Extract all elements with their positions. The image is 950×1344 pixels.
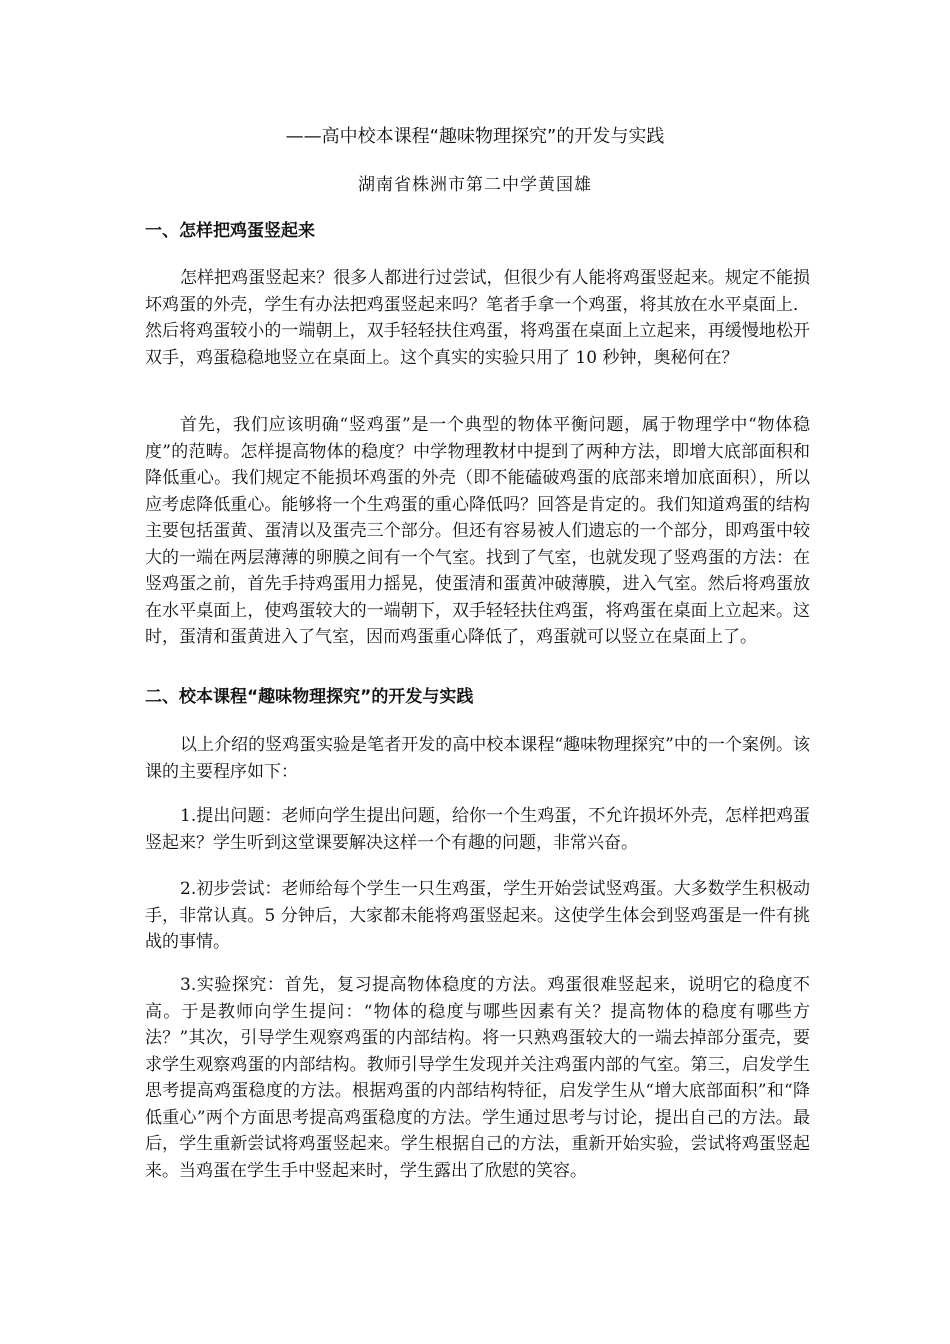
section-1-paragraph-1: 怎样把鸡蛋竖起来？很多人都进行过尝试，但很少有人能将鸡蛋竖起来。规定不能损坏鸡蛋的外壳，学生有办法把鸡蛋竖起来吗？笔者手拿一个鸡蛋，将其放在水平桌面上．然后将鸡蛋较小的一端朝上，双手轻轻扶住鸡蛋，将鸡蛋在桌面上立起来，再缓慢地松开双手，鸡蛋稳稳地竖立在桌面上。这个真实的实验只用了 10 秒钟，奥秘何在？ [145, 268, 810, 368]
section-2-step-1: 1.提出问题：老师向学生提出问题，给你一个生鸡蛋，不允许损坏外壳，怎样把鸡蛋竖起来？学生听到这堂课要解决这样一个有趣的问题，非常兴奋。 [145, 806, 810, 853]
section-2-heading: 二、校本课程“趣味物理探究”的开发与实践 [145, 687, 474, 707]
section-1-heading: 一、怎样把鸡蛋竖起来 [145, 221, 315, 241]
section-2-step-3: 3.实验探究：首先，复习提高物体稳度的方法。鸡蛋很难竖起来，说明它的稳度不高。于是教师向学生提问：“物体的稳度与哪些因素有关？提高物体的稳度有哪些方法？”其次，引导学生观察鸡蛋的内部结构。将一只熟鸡蛋较大的一端去掉部分蛋壳，要求学生观察鸡蛋的内部结构。教师引导学生发现并关注鸡蛋内部的气室。第三，启发学生思考提高鸡蛋稳度的方法。根据鸡蛋的内部结构特征，启发学生从“增大底部面积”和“降低重心”两个方面思考提高鸡蛋稳度的方法。学生通过思考与讨论，提出自己的方法。最后，学生重新尝试将鸡蛋竖起来。学生根据自己的方法，重新开始实验，尝试将鸡蛋竖起来。当鸡蛋在学生手中竖起来时，学生露出了欣慰的笑容。 [145, 975, 810, 1181]
section-2-paragraph-1: 以上介绍的竖鸡蛋实验是笔者开发的高中校本课程“趣味物理探究”中的一个案例。该课的主要程序如下： [145, 735, 810, 782]
document-subtitle: ——高中校本课程“趣味物理探究”的开发与实践 [285, 126, 665, 147]
section-2-step-2: 2.初步尝试：老师给每个学生一只生鸡蛋，学生开始尝试竖鸡蛋。大多数学生积极动手，非常认真。5 分钟后，大家都未能将鸡蛋竖起来。这使学生体会到竖鸡蛋是一件有挑战的事情。 [145, 879, 810, 952]
section-1-paragraph-2: 首先，我们应该明确“竖鸡蛋”是一个典型的物体平衡问题，属于物理学中“物体稳度”的范畴。怎样提高物体的稳度？中学物理教材中提到了两种方法，即增大底部面积和降低重心。我们规定不能损坏鸡蛋的外壳（即不能磕破鸡蛋的底部来增加底面积），所以应考虑降低重心。能够将一个生鸡蛋的重心降低吗？回答是肯定的。我们知道鸡蛋的结构主要包括蛋黄、蛋清以及蛋壳三个部分。但还有容易被人们遗忘的一个部分，即鸡蛋中较大的一端在两层薄薄的卵膜之间有一个气室。找到了气室，也就发现了竖鸡蛋的方法：在竖鸡蛋之前，首先手持鸡蛋用力摇晃，使蛋清和蛋黄冲破薄膜，进入气室。然后将鸡蛋放在水平桌面上，使鸡蛋较大的一端朝下，双手轻轻扶住鸡蛋，将鸡蛋在桌面上立起来。这时，蛋清和蛋黄进入了气室，因而鸡蛋重心降低了，鸡蛋就可以竖立在桌面上了。 [145, 415, 810, 647]
document-author: 湖南省株洲市第二中学黄国雄 [358, 175, 592, 195]
